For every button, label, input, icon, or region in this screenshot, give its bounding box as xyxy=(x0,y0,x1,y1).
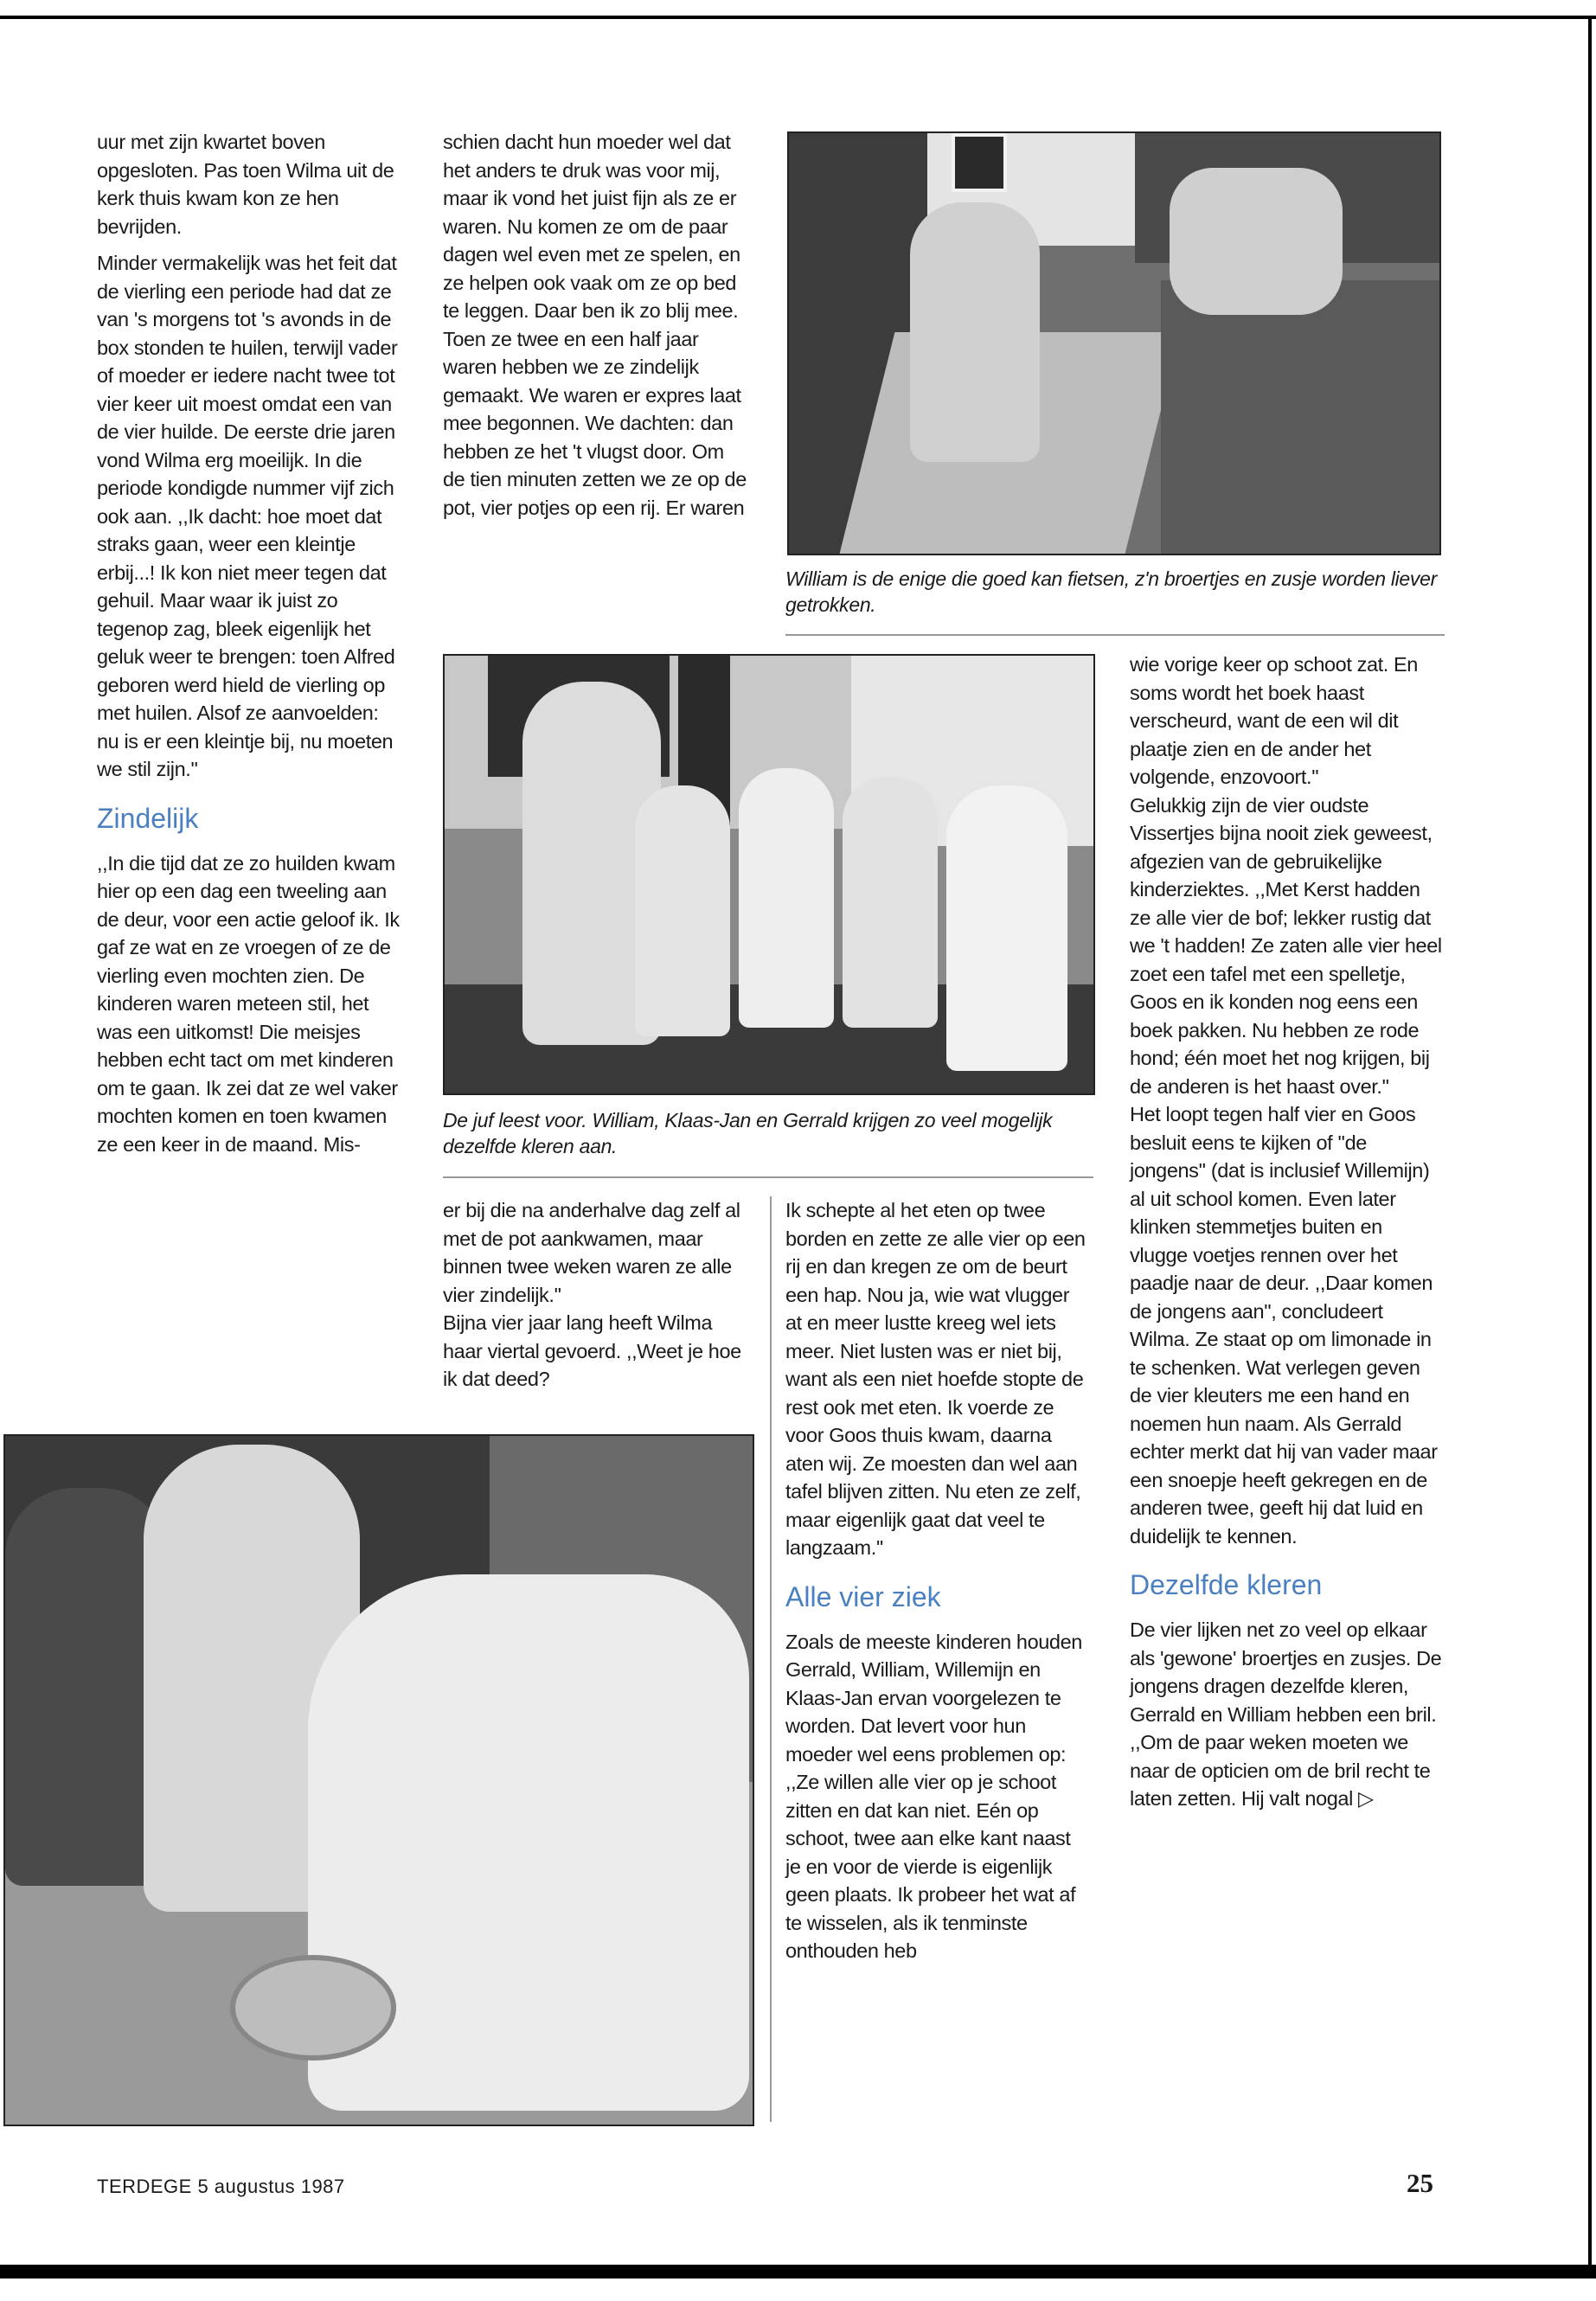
page-border-bottom xyxy=(0,2265,1596,2279)
caption-middle: De juf leest voor. William, Klaas-Jan en Gerrald krijgen zo veel mogelijk dezelfde kleren aan. xyxy=(443,1109,1053,1157)
page-number: 25 xyxy=(1407,2168,1433,2198)
col4-paragraph-1: wie vorige keer op schoot zat. En soms wordt het boek haast verscheurd, want de een wil dit plaatje zien en de ander het volgende, enzovoort.'' xyxy=(1130,653,1418,788)
photo-child-3 xyxy=(843,777,938,1028)
column-divider xyxy=(770,1196,772,2122)
col3-paragraph-1: Ik schepte al het eten op twee borden en zette ze alle vier op een rij en dan kregen ze om de beurt een hap. Nou ja, wie wat vlugger at en meer lustte kreeg wel iets meer. Niet lusten was er niet bij, want als een niet hoefde stopte de rest ook met eten. Ik voerde ze voor Goos thuis kwam, daarna aten wij. Ze moesten dan wel aan tafel blijven zitten. Nu eten ze zelf, maar eigenlijk gaat dat veel te langzaam.'' xyxy=(785,1199,1086,1559)
col3-paragraph-2: Zoals de meeste kinderen houden Gerrald, William, Willemijn en Klaas-Jan ervan voorgelezen te worden. Dat levert voor hun moeder wel eens problemen op: ,,Ze willen alle vier op je schoot zitten en dat kan niet. Eén op schoot, twee aan elke kant naast je en voor de vierde is eigenlijk geen plaats. Ik probeer het wat af te wisselen, als ik tenminste onthouden heb xyxy=(785,1630,1082,1962)
section-heading-zindelijk: Zindelijk xyxy=(97,802,199,834)
column-4 xyxy=(1130,651,1443,1822)
col2b-paragraph-2: Bijna vier jaar lang heeft Wilma haar viertal gevoerd. ,,Weet je hoe ik dat deed? xyxy=(443,1311,741,1390)
col2-paragraph-1: schien dacht hun moeder wel dat het anders te druk was voor mij, maar ik vond het juist fijn als ze er waren. Nu komen ze om de paar dagen wel even met ze spelen, en ze helpen ook vaak om ze op bed te leggen. Daar ben ik zo blij mee. Toen ze twee en een half jaar waren hebben we ze zindelijk gemaakt. We waren er expres laat mee begonnen. We dachten: dan hebben ze het 't vlugst door. Om de tien minuten zetten we ze op de pot, vier potjes op een rij. Er waren xyxy=(443,131,747,519)
col2b-paragraph-1: er bij die na anderhalve dag zelf al met de pot aankwamen, maar binnen twee weken waren ze alle vier zindelijk.'' xyxy=(443,1199,740,1306)
photo-lawn xyxy=(1161,280,1441,555)
col1-paragraph-3: ,,In die tijd dat ze zo huilden kwam hier op een dag een tweeling aan de deur, voor een actie geloof ik. Ik gaf ze wat en ze vroegen of ze de vierling even mochten zien. De kinderen waren meteen stil, het was een uitkomst! Die meisjes hebben echt tact om met kinderen om te gaan. Ik zei dat ze wel vaker mochten komen en toen kwamen ze een keer in de maand. Mis- xyxy=(97,851,400,1156)
photo-window xyxy=(952,133,1007,192)
footer-publication: TERDEGE 5 augustus 1987 xyxy=(97,2176,345,2197)
page-border-right xyxy=(1588,16,1592,2265)
column-3 xyxy=(785,1196,1090,1974)
col4-paragraph-3: Het loopt tegen half vier en Goos besluit eens te kijken of ''de jongens'' (dat is inclusief Willemijn) al uit school komen. Even later klinken stemmetjes buiten en vlugge voetjes rennen over het paadje naar de deur. ,,Daar komen de jongens aan'', concludeert Wilma. Ze staat op om limonade in te schenken. Wat verlegen geven de vier kleuters me een hand en noemen hun naam. Als Gerrald echter merkt dat hij van vader maar een snoepje heeft gekregen en de anderen twee, geeft hij dat luid en duidelijk te kennen. xyxy=(1130,1103,1438,1548)
col4-paragraph-4 xyxy=(1130,1616,1443,1813)
photo-sandbox xyxy=(3,1434,754,2126)
caption-top-rule xyxy=(785,634,1445,636)
photo-wagon-children xyxy=(1170,168,1343,315)
section-heading-alle-vier-ziek: Alle vier ziek xyxy=(785,1580,941,1612)
section-heading-dezelfde-kleren: Dezelfde kleren xyxy=(1130,1569,1323,1600)
column-2-bottom xyxy=(443,1196,747,1402)
col1-paragraph-1: uur met zijn kwartet boven opgesloten. Pas toen Wilma uit de kerk thuis kwam kon ze hen bevrijden. xyxy=(97,131,394,238)
photo-child-1 xyxy=(635,785,730,1036)
continue-arrow-icon: ▷ xyxy=(1358,1787,1374,1810)
photo-teacher-reading xyxy=(443,654,1095,1095)
col4-paragraph-2: Gelukkig zijn de vier oudste Vissertjes bijna nooit ziek geweest, afgezien van de gebruikelijke kinderziektes. ,,Met Kerst hadden ze alle vier de bof; lekker rustig dat we 't hadden! Ze zaten alle vier heel zoet een tafel met een spelletje, Goos en ik konden nog eens een boek pakken. Nu hebben ze rode hond; één moet het nog krijgen, bij de anderen is het haast over.'' xyxy=(1130,793,1442,1098)
photo-child-2 xyxy=(739,768,834,1028)
photo-sieve xyxy=(230,1955,396,2061)
column-2-top xyxy=(443,128,747,522)
caption-middle-rule xyxy=(443,1176,1093,1178)
col4-paragraph-4-text: De vier lijken net zo veel op elkaar als 'gewone' broertjes en zusjes. De jongens dragen dezelfde kleren, Gerrald en William hebben een bril. ,,Om de paar weken moeten we naar de opticien om de bril recht te laten zetten. Hij valt nogal xyxy=(1130,1618,1442,1810)
page-border-top xyxy=(0,16,1596,19)
photo-bicycle xyxy=(787,131,1441,555)
photo-child-4 xyxy=(946,785,1067,1071)
photo-boy-on-bike xyxy=(910,202,1040,462)
caption-top: William is de enige die goed kan fietsen, z'n broertjes en zusje worden liever getrokken. xyxy=(785,567,1437,616)
col1-paragraph-2: Minder vermakelijk was het feit dat de vierling een periode had dat ze van 's morgens tot 's avonds in de box stonden te huilen, terwijl vader of moeder er iedere nacht twee tot vier keer uit moest omdat een van de vier huilde. De eerste drie jaren vond Wilma erg moeilijk. In die periode kondigde nummer vijf zich ook aan. ,,Ik dacht: hoe moet dat straks gaan, weer een kleintje erbij...! Ik kon niet meer tegen dat gehuil. Maar waar ik juist zo tegenop zag, bleek eigenlijk het geluk weer te brengen: toen Alfred geboren werd hield de vierling op met huilen. Alsof ze aanvoelden: nu is er een kleintje bij, nu moeten we stil zijn.'' xyxy=(97,252,398,780)
column-1 xyxy=(97,128,401,1167)
